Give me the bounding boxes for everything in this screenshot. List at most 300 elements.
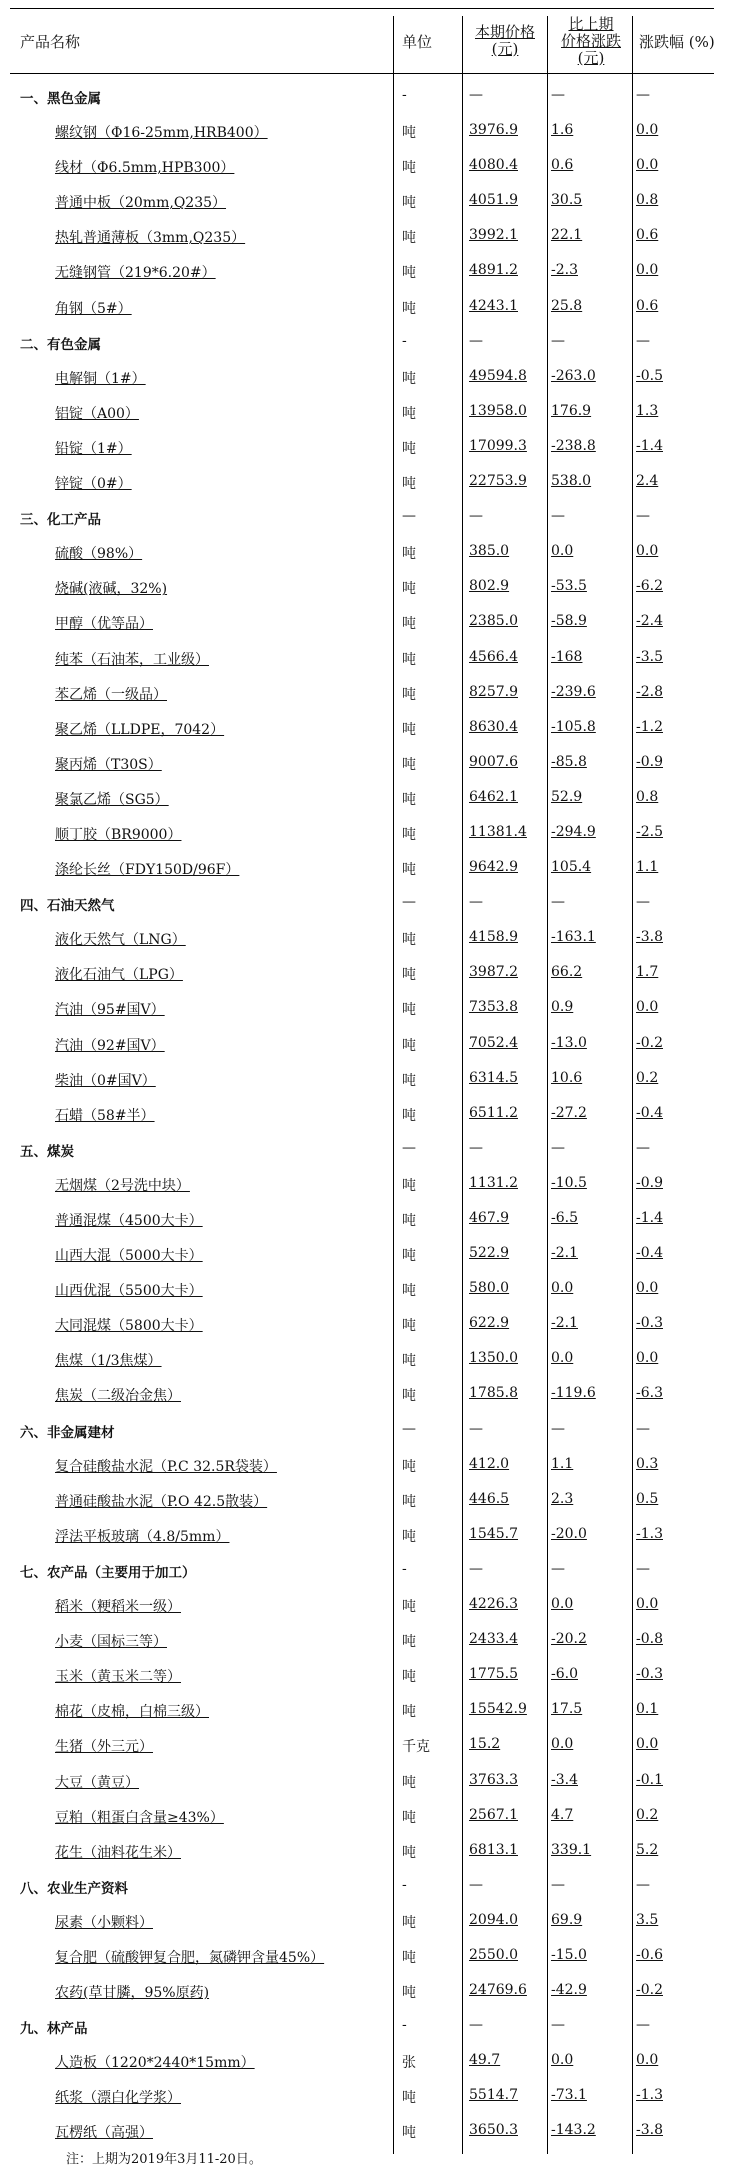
change-cell: -20.2 (551, 1631, 587, 1648)
change-cell: -168 (551, 648, 583, 665)
pct-cell: — (636, 1560, 650, 1577)
product-name: 热轧普通薄板（3mm,Q235） (55, 230, 246, 247)
table-row (10, 1097, 714, 1132)
change-cell: -2.1 (551, 1315, 578, 1332)
change-cell: -73.1 (551, 2087, 587, 2104)
pct-cell: — (636, 87, 650, 103)
table-row (10, 430, 714, 465)
category-row (10, 1132, 714, 1167)
pct-cell: -0.4 (636, 1104, 663, 1121)
product-name: 聚乙烯（LLDPE，7042） (55, 721, 225, 738)
price-cell: 6511.2 (469, 1104, 518, 1121)
product-name: 三、化工产品 (20, 512, 101, 529)
change-cell: -13.0 (551, 1034, 587, 1051)
table-row (10, 1272, 714, 1307)
unit-cell: - (402, 87, 407, 103)
product-name: 涤纶长丝（FDY150D/96F） (55, 862, 240, 879)
product-name: 豆粕（粗蛋白含量≥43%） (55, 1809, 224, 1826)
change-cell: 339.1 (551, 1841, 592, 1858)
change-cell: — (551, 1876, 565, 1893)
header-pct: 涨跌幅 (%) (639, 32, 715, 51)
table-row (10, 1693, 714, 1728)
product-name: 纯苯（石油苯，工业级） (55, 651, 209, 668)
column-divider (547, 16, 548, 2154)
unit-cell: 吨 (402, 616, 416, 633)
table-row (10, 149, 714, 184)
unit-cell: 吨 (402, 1949, 416, 1966)
price-cell: 4080.4 (469, 157, 518, 174)
price-cell: — (469, 1876, 483, 1893)
change-cell: 0.6 (551, 157, 574, 174)
price-cell: 2567.1 (469, 1806, 518, 1823)
change-cell: 0.0 (551, 1350, 574, 1367)
unit-cell: - (402, 1876, 407, 1893)
price-cell: 3650.3 (469, 2122, 518, 2139)
change-cell: 10.6 (551, 1069, 583, 1086)
product-name: 普通硅酸盐水泥（P.O 42.5散装） (55, 1493, 268, 1510)
table-row (10, 641, 714, 676)
change-cell: -6.5 (551, 1210, 578, 1226)
product-name: 液化天然气（LNG） (55, 932, 186, 949)
table-row (10, 1834, 714, 1869)
product-name: 液化石油气（LPG） (55, 967, 183, 984)
price-cell: 6314.5 (469, 1069, 518, 1086)
unit-cell: 吨 (402, 1248, 416, 1265)
change-cell: -2.3 (551, 262, 578, 279)
pct-cell: 0.0 (636, 1596, 659, 1613)
product-name: 铅锭（1#） (55, 440, 132, 457)
change-cell: 0.9 (551, 999, 574, 1016)
product-name: 汽油（95#国Ⅴ） (55, 1002, 165, 1019)
table-row (10, 535, 714, 570)
change-cell: 66.2 (551, 964, 583, 981)
header-price-line-2: (元) (491, 40, 519, 58)
table-row (10, 1588, 714, 1623)
product-name: 六、非金属建材 (20, 1424, 115, 1441)
table-row (10, 1167, 714, 1202)
price-cell: 9007.6 (469, 753, 518, 770)
unit-cell: 吨 (402, 1037, 416, 1054)
product-name: 聚氯乙烯（SG5） (55, 791, 169, 808)
unit-cell: 吨 (402, 862, 416, 879)
change-cell: -27.2 (551, 1104, 587, 1121)
unit-cell: - (402, 1560, 407, 1577)
table-header (10, 8, 714, 74)
price-cell: 3987.2 (469, 964, 518, 981)
pct-cell: 0.0 (636, 1350, 659, 1367)
table-row (10, 921, 714, 956)
price-table (10, 8, 714, 2150)
pct-cell: — (636, 1876, 650, 1893)
product-name: 柴油（0#国Ⅴ） (55, 1072, 156, 1089)
pct-cell: 0.0 (636, 1736, 659, 1753)
unit-cell: 吨 (402, 1599, 416, 1616)
unit-cell: 吨 (402, 1528, 416, 1545)
unit-cell: 吨 (402, 1985, 416, 2002)
table-row (10, 1202, 714, 1237)
price-cell: 446.5 (469, 1490, 510, 1507)
change-cell: -239.6 (551, 683, 596, 700)
pct-cell: — (636, 332, 650, 349)
product-name: 一、黑色金属 (20, 91, 101, 107)
pct-cell: 0.0 (636, 157, 659, 174)
unit-cell: 吨 (402, 405, 416, 422)
unit-cell: 吨 (402, 1283, 416, 1300)
unit-cell: 吨 (402, 1774, 416, 1791)
product-name: 五、煤炭 (20, 1143, 74, 1160)
pct-cell: 1.3 (636, 402, 659, 419)
table-row (10, 114, 714, 149)
table-body (10, 74, 714, 2150)
price-cell: 1350.0 (469, 1350, 518, 1367)
table-row (10, 1062, 714, 1097)
change-cell: -143.2 (551, 2122, 596, 2139)
product-name: 九、林产品 (20, 2021, 88, 2038)
column-divider (462, 16, 463, 2154)
table-row (10, 2079, 714, 2114)
unit-cell: — (402, 894, 416, 911)
unit-cell: 吨 (402, 1388, 416, 1405)
price-cell: 4243.1 (469, 297, 518, 314)
pct-cell: 0.0 (636, 999, 659, 1016)
change-cell: -20.0 (551, 1525, 587, 1542)
change-cell: -3.4 (551, 1771, 578, 1788)
pct-cell: -0.9 (636, 1174, 663, 1191)
change-cell: -6.0 (551, 1666, 578, 1683)
change-cell: -10.5 (551, 1174, 587, 1191)
change-cell: -163.1 (551, 929, 596, 946)
price-cell: 4158.9 (469, 929, 518, 946)
table-row (10, 746, 714, 781)
unit-cell: 吨 (402, 1107, 416, 1124)
unit-cell: 吨 (402, 546, 416, 563)
table-row (10, 781, 714, 816)
unit-cell: 吨 (402, 791, 416, 808)
unit-cell: 吨 (402, 1914, 416, 1931)
change-cell: -2.1 (551, 1245, 578, 1262)
product-name: 稻米（粳稻米一级） (55, 1599, 181, 1616)
price-cell: 22753.9 (469, 473, 527, 490)
pct-cell: -1.2 (636, 718, 663, 735)
change-cell: — (551, 508, 565, 525)
unit-cell: 吨 (402, 1177, 416, 1194)
table-row (10, 1904, 714, 1939)
change-cell: 52.9 (551, 788, 583, 805)
price-cell: 3992.1 (469, 227, 518, 244)
table-row (10, 1799, 714, 1834)
price-cell: — (469, 508, 483, 525)
price-cell: 4051.9 (469, 192, 518, 209)
pct-cell: 3.5 (636, 1911, 659, 1928)
change-cell: 0.0 (551, 1736, 574, 1753)
table-row (10, 184, 714, 219)
category-row (10, 79, 714, 114)
unit-cell: — (402, 1420, 416, 1437)
unit-cell: 吨 (402, 476, 416, 493)
change-cell: -238.8 (551, 437, 596, 454)
product-name: 七、农产品（主要用于加工） (20, 1564, 196, 1581)
pct-cell: — (636, 1139, 650, 1156)
product-name: 小麦（国标三等） (55, 1634, 167, 1651)
price-cell: 7052.4 (469, 1034, 518, 1051)
product-name: 锌锭（0#） (55, 476, 132, 493)
table-row (10, 1764, 714, 1799)
product-name: 农药(草甘膦，95%原药) (55, 1985, 210, 2002)
category-row (10, 2009, 714, 2044)
unit-cell: 吨 (402, 686, 416, 703)
product-name: 复合肥（硫酸钾复合肥，氮磷钾含量45%） (55, 1949, 325, 1966)
unit-cell: 吨 (402, 826, 416, 843)
table-row (10, 1623, 714, 1658)
price-cell: 49.7 (469, 2052, 501, 2069)
table-row (10, 1728, 714, 1763)
pct-cell: 0.1 (636, 1701, 659, 1718)
unit-cell: - (402, 332, 407, 349)
unit-cell: 吨 (402, 195, 416, 212)
unit-cell: 吨 (402, 756, 416, 773)
product-name: 苯乙烯（一级品） (55, 686, 167, 703)
pct-cell: 0.8 (636, 788, 659, 805)
product-name: 人造板（1220*2440*15mm） (55, 2055, 255, 2072)
unit-cell: 吨 (402, 1844, 416, 1861)
pct-cell: -3.8 (636, 929, 663, 946)
product-name: 无烟煤（2号洗中块） (55, 1177, 190, 1194)
pct-cell: 2.4 (636, 473, 659, 490)
price-cell: 2385.0 (469, 613, 518, 630)
product-name: 线材（Φ6.5mm,HPB300） (55, 160, 235, 177)
change-cell: -119.6 (551, 1385, 596, 1402)
price-cell: 4226.3 (469, 1596, 518, 1613)
table-row (10, 2114, 714, 2149)
price-cell: 2433.4 (469, 1631, 518, 1648)
product-name: 八、农业生产资料 (20, 1880, 128, 1897)
category-row (10, 325, 714, 360)
unit-cell: 吨 (402, 440, 416, 457)
price-cell: 13958.0 (469, 402, 527, 419)
product-name: 硫酸（98%） (55, 546, 143, 563)
unit-cell: 吨 (402, 1213, 416, 1229)
product-name: 大豆（黄豆） (55, 1774, 139, 1791)
change-cell: -85.8 (551, 753, 587, 770)
change-cell: — (551, 332, 565, 349)
column-divider (632, 16, 633, 2154)
header-change-line-2: 价格涨跌 (560, 31, 621, 50)
pct-cell: 0.0 (636, 543, 659, 560)
category-row (10, 886, 714, 921)
table-row (10, 956, 714, 991)
price-cell: 802.9 (469, 578, 510, 595)
change-cell: 176.9 (551, 402, 592, 419)
price-cell: 8630.4 (469, 718, 518, 735)
pct-cell: 0.0 (636, 122, 659, 139)
footnote: 注：上期为2019年3月11-20日。 (66, 2152, 262, 2167)
table-row (10, 676, 714, 711)
product-name: 复合硅酸盐水泥（P.C 32.5R袋装） (55, 1458, 277, 1475)
unit-cell: 吨 (402, 2125, 416, 2142)
table-row (10, 605, 714, 640)
price-cell: 4891.2 (469, 262, 518, 279)
pct-cell: 1.7 (636, 964, 659, 981)
unit-cell: 吨 (402, 1634, 416, 1651)
pct-cell: 0.6 (636, 297, 659, 314)
unit-cell: - (402, 2017, 407, 2034)
change-cell: — (551, 87, 565, 103)
price-cell: 6462.1 (469, 788, 518, 805)
pct-cell: 0.0 (636, 1280, 659, 1297)
product-name: 瓦楞纸（高强） (55, 2125, 153, 2142)
table-row (10, 1974, 714, 2009)
change-cell: — (551, 1560, 565, 1577)
change-cell: 30.5 (551, 192, 583, 209)
pct-cell: -1.4 (636, 437, 663, 454)
table-row (10, 711, 714, 746)
pct-cell: -2.4 (636, 613, 663, 630)
product-name: 焦炭（二级冶金焦） (55, 1388, 181, 1405)
price-cell: 2550.0 (469, 1946, 518, 1963)
table-row (10, 1518, 714, 1553)
price-cell: 6813.1 (469, 1841, 518, 1858)
unit-cell: 吨 (402, 1493, 416, 1510)
unit-cell: 吨 (402, 1809, 416, 1826)
pct-cell: -0.2 (636, 1982, 663, 1999)
category-row (10, 1413, 714, 1448)
change-cell: — (551, 1420, 565, 1437)
unit-cell: 吨 (402, 265, 416, 282)
product-name: 普通混煤（4500大卡） (55, 1213, 203, 1229)
pct-cell: -0.5 (636, 367, 663, 384)
table-row (10, 816, 714, 851)
product-name: 无缝钢管（219*6.20#） (55, 265, 216, 282)
table-row (10, 1939, 714, 1974)
unit-cell: 吨 (402, 370, 416, 387)
product-name: 顺丁胶（BR9000） (55, 826, 182, 843)
category-row (10, 1869, 714, 1904)
change-cell: -15.0 (551, 1946, 587, 1963)
unit-cell: 吨 (402, 721, 416, 738)
pct-cell: 0.3 (636, 1455, 659, 1472)
pct-cell: 1.1 (636, 859, 659, 876)
unit-cell: 张 (402, 2055, 416, 2072)
product-name: 螺纹钢（Φ16-25mm,HRB400） (55, 125, 268, 142)
price-cell: 1785.8 (469, 1385, 518, 1402)
price-cell: 4566.4 (469, 648, 518, 665)
product-name: 尿素（小颗料） (55, 1914, 153, 1931)
pct-cell: -0.6 (636, 1946, 663, 1963)
change-cell: 105.4 (551, 859, 592, 876)
table-row (10, 1483, 714, 1518)
product-name: 甲醇（优等品） (55, 616, 153, 633)
product-name: 聚丙烯（T30S） (55, 756, 162, 773)
unit-cell: 吨 (402, 160, 416, 177)
unit-cell: 千克 (402, 1739, 430, 1756)
price-cell: 8257.9 (469, 683, 518, 700)
table-row (10, 2044, 714, 2079)
change-cell: -42.9 (551, 1982, 587, 1999)
table-row (10, 1237, 714, 1272)
price-cell: 622.9 (469, 1315, 510, 1332)
header-price (465, 9, 545, 73)
change-cell: 0.0 (551, 1596, 574, 1613)
header-name: 产品名称 (20, 32, 81, 51)
category-row (10, 500, 714, 535)
pct-cell: -0.3 (636, 1666, 663, 1683)
change-cell: 25.8 (551, 297, 583, 314)
unit-cell: 吨 (402, 1353, 416, 1370)
change-cell: -53.5 (551, 578, 587, 595)
product-name: 生猪（外三元） (55, 1739, 153, 1756)
pct-cell: -3.5 (636, 648, 663, 665)
product-name: 烧碱(液碱，32%) (55, 581, 168, 598)
price-cell: — (469, 87, 483, 103)
unit-cell: 吨 (402, 125, 416, 142)
price-cell: 412.0 (469, 1455, 510, 1472)
pct-cell: -2.5 (636, 823, 663, 840)
change-cell: 538.0 (551, 473, 592, 490)
product-name: 二、有色金属 (20, 336, 101, 353)
product-name: 四、石油天然气 (20, 898, 115, 915)
product-name: 棉花（皮棉，白棉三级） (55, 1704, 209, 1721)
header-change-line-1: 比上期 (568, 14, 614, 33)
product-name: 玉米（黄玉米二等） (55, 1669, 181, 1686)
header-unit: 单位 (402, 32, 433, 51)
price-cell: 24769.6 (469, 1982, 527, 1999)
price-cell: 11381.4 (469, 823, 527, 840)
change-cell: 2.3 (551, 1490, 574, 1507)
price-cell: 522.9 (469, 1245, 510, 1262)
price-cell: 1545.7 (469, 1525, 518, 1542)
price-cell: 385.0 (469, 543, 510, 560)
change-cell: 1.6 (551, 122, 574, 139)
table-row (10, 465, 714, 500)
price-cell: — (469, 1420, 483, 1437)
category-row (10, 1553, 714, 1588)
header-change (550, 9, 632, 73)
change-cell: 0.0 (551, 2052, 574, 2069)
price-cell: 17099.3 (469, 437, 527, 454)
change-cell: -58.9 (551, 613, 587, 630)
change-cell: — (551, 2017, 565, 2034)
unit-cell: 吨 (402, 1318, 416, 1335)
pct-cell: -0.3 (636, 1315, 663, 1332)
pct-cell: -3.8 (636, 2122, 663, 2139)
pct-cell: — (636, 508, 650, 525)
unit-cell: 吨 (402, 1669, 416, 1686)
product-name: 山西大混（5000大卡） (55, 1248, 203, 1265)
pct-cell: — (636, 1420, 650, 1437)
price-cell: 1131.2 (469, 1174, 518, 1191)
pct-cell: 0.2 (636, 1806, 659, 1823)
product-name: 汽油（92#国Ⅴ） (55, 1037, 165, 1054)
price-cell: 9642.9 (469, 859, 518, 876)
change-cell: — (551, 894, 565, 911)
change-cell: — (551, 1139, 565, 1156)
product-name: 焦煤（1/3焦煤） (55, 1353, 162, 1370)
unit-cell: 吨 (402, 967, 416, 984)
change-cell: 4.7 (551, 1806, 574, 1823)
price-cell: — (469, 2017, 483, 2034)
header-price-line-1: 本期价格 (474, 23, 535, 41)
product-name: 浮法平板玻璃（4.8/5mm） (55, 1528, 230, 1545)
price-cell: 1775.5 (469, 1666, 518, 1683)
change-cell: 69.9 (551, 1911, 583, 1928)
change-cell: -105.8 (551, 718, 596, 735)
price-cell: 3976.9 (469, 122, 518, 139)
unit-cell: 吨 (402, 300, 416, 317)
table-row (10, 991, 714, 1026)
pct-cell: 0.6 (636, 227, 659, 244)
table-row (10, 851, 714, 886)
table-row (10, 1658, 714, 1693)
